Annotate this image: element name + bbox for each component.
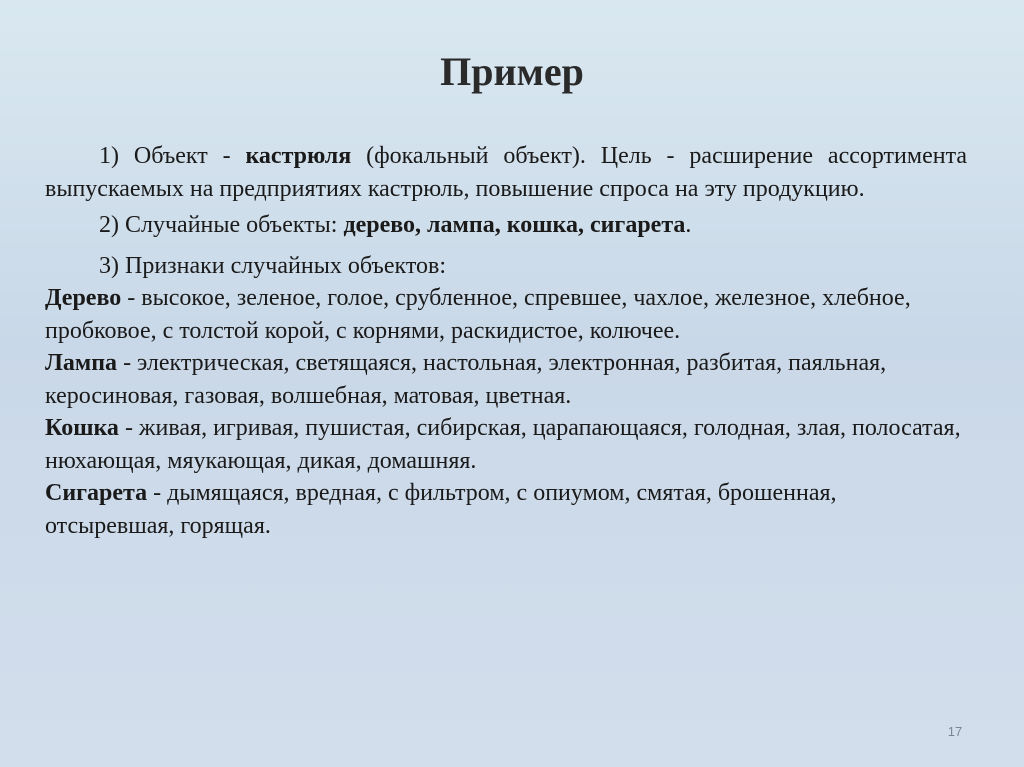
page-number: 17 xyxy=(947,724,963,739)
feature-description: - живая, игривая, пушистая, сибирская, царапающаяся, голодная, злая, полосатая, нюхающая, мяукающая, дикая, домашняя. xyxy=(45,415,961,474)
slide-content xyxy=(45,140,967,542)
feature-item-lamp xyxy=(45,347,967,412)
paragraph-features-heading: 3) Признаки случайных объектов: xyxy=(99,252,447,279)
feature-item-tree xyxy=(45,282,967,347)
feature-name: Лампа xyxy=(45,350,118,376)
feature-description: - дымящаяся, вредная, с фильтром, с опиумом, смятая, брошенная, отсыревшая, горящая. xyxy=(45,480,837,539)
paragraph-random-objects-suffix: . xyxy=(685,212,692,238)
paragraph-object-rest: (фокальный объект). Цель - расширение ассортимента выпускаемых на предприятиях кастрюль, повышение спроса на эту продукцию. xyxy=(45,143,967,202)
feature-item-cat xyxy=(45,412,967,477)
paragraph-object xyxy=(45,140,967,205)
feature-description: - высокое, зеленое, голое, срубленное, спревшее, чахлое, железное, хлебное, пробковое, с толстой корой, с корнями, раскидистое, колючее. xyxy=(45,285,911,344)
feature-name: Дерево xyxy=(45,285,122,311)
random-objects-list: дерево, лампа, кошка, сигарета xyxy=(343,212,686,238)
slide-title: Пример xyxy=(440,49,584,94)
feature-name: Сигарета xyxy=(45,480,148,506)
feature-description: - электрическая, светящаяся, настольная, электронная, разбитая, паяльная, керосиновая, газовая, волшебная, матовая, цветная. xyxy=(45,350,887,409)
feature-name: Кошка xyxy=(45,415,119,441)
focal-object-name: кастрюля xyxy=(245,143,352,169)
paragraph-random-objects xyxy=(45,209,967,242)
paragraph-object-prefix: 1) Объект - xyxy=(99,143,246,169)
paragraph-random-objects-prefix: 2) Случайные объекты: xyxy=(99,212,344,238)
feature-item-cigarette xyxy=(45,477,967,542)
